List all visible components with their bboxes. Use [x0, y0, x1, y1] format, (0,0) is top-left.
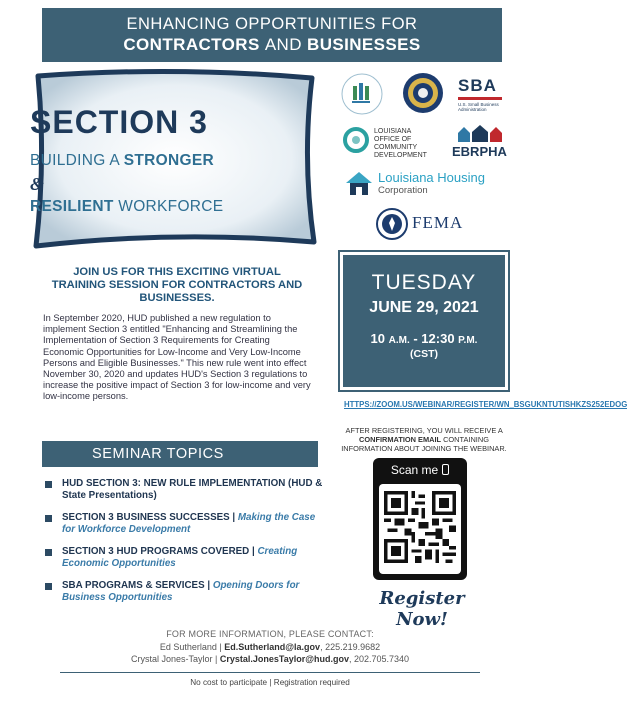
topics-list	[45, 478, 330, 614]
topic-item: SBA PROGRAMS & SERVICES | Opening Doors for Business Opportunities	[45, 580, 330, 604]
contact-info	[40, 628, 500, 666]
section3-badge	[30, 70, 320, 250]
seminar-topics-heading: SEMINAR TOPICS	[42, 441, 318, 467]
bullet-square-icon	[45, 583, 52, 590]
section3-ampersand: &	[30, 174, 45, 194]
bullet-square-icon	[45, 481, 52, 488]
louisiana-seal-icon	[402, 72, 444, 114]
dhs-seal-icon	[376, 208, 408, 240]
qr-code[interactable]	[379, 484, 461, 574]
event-date: JUNE 29, 2021	[369, 299, 479, 316]
contact-line-1: Ed Sutherland | Ed.Sutherland@la.gov, 225.219.9682	[159, 641, 381, 652]
topic-item: SECTION 3 BUSINESS SUCCESSES | Making the Case for Workforce Development	[45, 512, 330, 536]
join-heading: JOIN US FOR THIS EXCITING VIRTUAL TRAINING SESSION FOR CONTRACTORS AND BUSINESSES.	[51, 266, 303, 304]
event-time: 10 A.M. - 12:30 P.M.	[370, 331, 478, 346]
ocd-logo-text: LOUISIANA OFFICE OF COMMUNITY DEVELOPMENT	[374, 128, 427, 159]
registration-note: AFTER REGISTERING, YOU WILL RECEIVE A CONFIRMATION EMAIL CONTAINING INFORMATION ABOUT JOINING THE WEBINAR.	[341, 426, 507, 453]
topic-item: SECTION 3 HUD PROGRAMS COVERED | Creating Economic Opportunities	[45, 546, 330, 570]
section3-line-1: BUILDING A STRONGER	[30, 152, 215, 169]
contact-email-1[interactable]: Ed.Sutherland@la.gov	[224, 641, 321, 652]
partner-logos	[340, 72, 520, 252]
contact-email-2[interactable]: Crystal.JonesTaylor@hud.gov	[219, 654, 349, 664]
zoom-registration-link[interactable]: HTTPS://ZOOM.US/WEBINAR/REGISTER/WN_BSGUKNTUTISHKZS252EDOG	[344, 400, 627, 409]
qr-code-icon	[384, 491, 456, 563]
qr-code-panel[interactable]	[373, 458, 467, 580]
event-date-box	[340, 252, 508, 390]
banner-line-1: ENHANCING OPPORTUNITIES FOR	[126, 15, 418, 33]
sba-logo: SBA U.S. Small Business Administration	[458, 76, 514, 112]
event-timezone: (CST)	[410, 348, 438, 360]
bullet-square-icon	[45, 549, 52, 556]
bullet-square-icon	[45, 515, 52, 522]
fema-logo-text: FEMA	[412, 213, 464, 232]
event-day: TUESDAY	[371, 271, 477, 294]
lhc-logo-text: Louisiana Housing Corporation	[378, 170, 485, 196]
phone-icon	[442, 464, 449, 475]
section3-title: SECTION 3	[30, 104, 208, 140]
ebrpha-houses-icon	[454, 124, 506, 144]
contact-header: FOR MORE INFORMATION, PLEASE CONTACT:	[166, 629, 374, 639]
scan-me-label: Scan me	[373, 463, 467, 477]
ocd-logo-icon	[342, 126, 370, 154]
topic-item: HUD SECTION 3: NEW RULE IMPLEMENTATION (HUD & State Presentations)	[45, 478, 330, 502]
body-paragraph: In September 2020, HUD published a new regulation to implement Section 3 entitled "Enhancing and Streamlining the Implementation of Section 3 Requirements for Creating Economic Opportunities for Low-Income and Very Low-Income Persons and Eligible Businesses." This new rule went into effect November 30, 2020 and updates HUD's Section 3 regulations to increase the positive impact of Section 3 for low-income and very low-income persons.	[43, 313, 311, 402]
hud-logo-icon	[340, 72, 384, 116]
footer-note: No cost to participate | Registration required	[190, 678, 350, 687]
contact-line-2: Crystal Jones-Taylor | Crystal.JonesTaylor@hud.gov, 202.705.7340	[130, 654, 410, 664]
ebrpha-logo-text: EBRPHA	[452, 144, 507, 159]
register-now-text[interactable]: Register Now!	[379, 588, 465, 630]
section3-line-2: RESILIENT WORKFORCE	[30, 198, 224, 215]
banner-line-2: CONTRACTORS AND BUSINESSES	[123, 35, 421, 54]
header-banner	[42, 8, 502, 62]
footer-divider	[60, 672, 480, 673]
sba-stripe-icon	[458, 97, 502, 100]
lhc-house-icon	[344, 169, 374, 197]
